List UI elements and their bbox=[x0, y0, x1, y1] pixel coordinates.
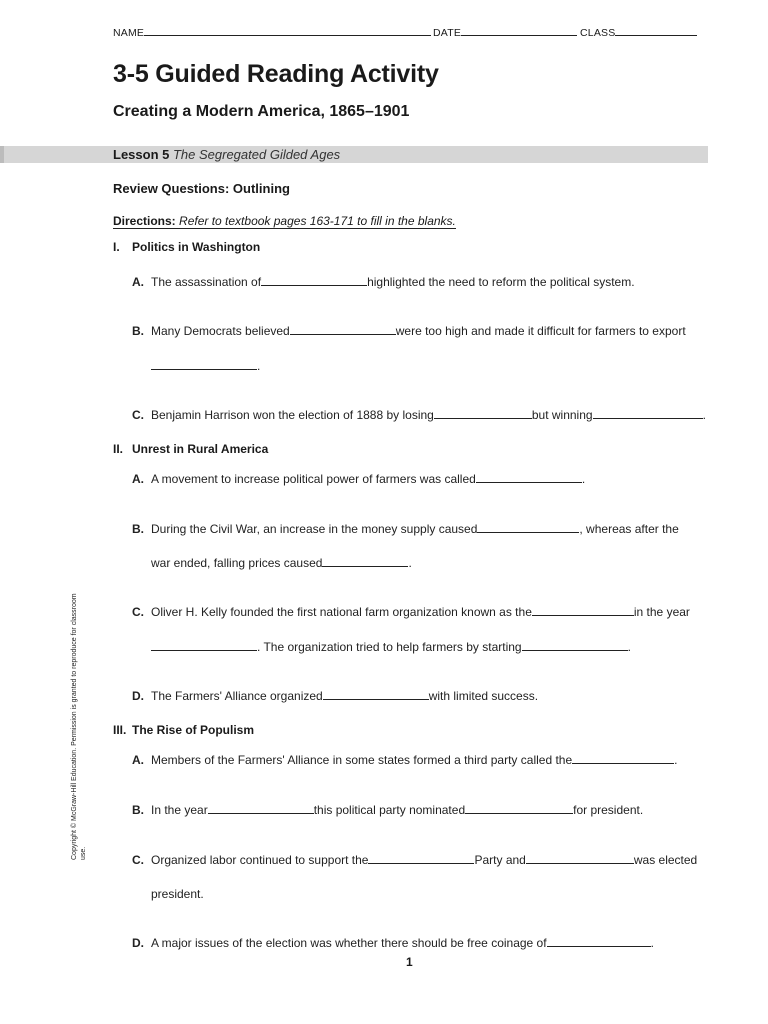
item-text: A major issues of the election was whether there should be free coinage of bbox=[151, 936, 547, 950]
item-text: Members of the Farmers' Alliance in some states formed a third party called the bbox=[151, 753, 573, 767]
answer-blank[interactable] bbox=[322, 556, 408, 567]
item-text: During the Civil War, an increase in the money supply caused bbox=[151, 522, 478, 536]
answer-blank[interactable] bbox=[465, 803, 573, 814]
item-text: but winning bbox=[531, 408, 593, 422]
item-text: The assassination of bbox=[151, 275, 262, 289]
answer-blank[interactable] bbox=[526, 853, 634, 864]
list-item bbox=[132, 324, 686, 338]
item-text: with limited success. bbox=[428, 689, 539, 703]
item-continuation bbox=[151, 640, 631, 654]
answer-blank[interactable] bbox=[477, 522, 579, 533]
item-text: A movement to increase political power of farmers was called bbox=[151, 472, 476, 486]
list-item bbox=[132, 472, 585, 486]
item-letter: D. bbox=[132, 689, 144, 703]
section-number: II. bbox=[113, 442, 124, 456]
item-text: this political party nominated bbox=[313, 803, 466, 817]
item-text: in the year bbox=[633, 605, 690, 619]
section-title: Politics in Washington bbox=[132, 240, 261, 254]
list-item bbox=[132, 605, 690, 619]
item-text: . bbox=[581, 472, 586, 486]
item-text: . bbox=[408, 556, 412, 570]
lesson-heading bbox=[113, 147, 340, 162]
item-text: Many Democrats believed bbox=[151, 324, 290, 338]
item-letter: B. bbox=[132, 803, 144, 817]
copyright-notice bbox=[70, 593, 88, 860]
item-text: Oliver H. Kelly founded the first national farm organization known as the bbox=[151, 605, 532, 619]
item-letter: C. bbox=[132, 605, 144, 619]
class-label: CLASS bbox=[580, 27, 616, 39]
class-blank[interactable] bbox=[615, 25, 697, 36]
directions-text: Refer to textbook pages 163-171 to fill in the blanks. bbox=[179, 214, 456, 228]
name-label: NAME bbox=[113, 27, 145, 39]
page-subtitle: Creating a Modern America, 1865–1901 bbox=[113, 103, 410, 120]
item-continuation bbox=[151, 359, 260, 373]
item-letter: A. bbox=[132, 275, 144, 289]
answer-blank[interactable] bbox=[572, 753, 674, 764]
answer-blank[interactable] bbox=[290, 324, 396, 335]
item-letter: C. bbox=[132, 853, 144, 867]
answer-blank[interactable] bbox=[151, 640, 257, 651]
section-title: The Rise of Populism bbox=[132, 723, 255, 737]
item-continuation bbox=[151, 556, 412, 570]
item-text: highlighted the need to reform the political system. bbox=[367, 275, 635, 289]
copyright-line: use. bbox=[80, 846, 87, 860]
item-text: . bbox=[702, 408, 706, 422]
section-title: Unrest in Rural America bbox=[132, 442, 269, 456]
lesson-name: The Segregated Gilded Ages bbox=[172, 147, 341, 162]
item-continuation bbox=[151, 887, 204, 901]
list-item bbox=[132, 803, 643, 817]
list-item bbox=[132, 853, 697, 867]
answer-blank[interactable] bbox=[323, 689, 429, 700]
item-text: for president. bbox=[573, 803, 644, 817]
answer-blank[interactable] bbox=[151, 359, 257, 370]
name-blank[interactable] bbox=[144, 25, 431, 36]
item-letter: A. bbox=[132, 472, 144, 486]
section-number: III. bbox=[113, 723, 127, 737]
answer-blank[interactable] bbox=[476, 472, 582, 483]
answer-blank[interactable] bbox=[532, 605, 634, 616]
list-item bbox=[132, 689, 538, 703]
name-field bbox=[113, 25, 431, 39]
item-letter: B. bbox=[132, 522, 144, 536]
date-label: DATE bbox=[433, 27, 462, 39]
item-text: war ended, falling prices caused bbox=[151, 556, 323, 570]
list-item bbox=[132, 522, 679, 536]
item-text: Organized labor continued to support the bbox=[151, 853, 369, 867]
item-text: president. bbox=[151, 887, 204, 901]
item-text: The Farmers' Alliance organized bbox=[151, 689, 323, 703]
copyright-line: Copyright © McGraw-Hill Education. Permission is granted to reproduce for classroom bbox=[71, 593, 78, 860]
item-text: were too high and made it difficult for farmers to export bbox=[395, 324, 686, 338]
item-text: . bbox=[627, 640, 631, 654]
item-letter: B. bbox=[132, 324, 144, 338]
list-item bbox=[132, 936, 654, 950]
list-item bbox=[132, 753, 677, 767]
item-text: was elected bbox=[633, 853, 698, 867]
item-text: . bbox=[257, 359, 261, 373]
directions-label: Directions: bbox=[113, 214, 176, 228]
item-letter: D. bbox=[132, 936, 144, 950]
section-number: I. bbox=[113, 240, 120, 254]
page-number: 1 bbox=[406, 955, 413, 969]
item-text: . bbox=[650, 936, 654, 950]
lesson-bar bbox=[0, 146, 708, 163]
page-title: 3-5 Guided Reading Activity bbox=[113, 60, 439, 88]
section-heading bbox=[113, 723, 254, 737]
answer-blank[interactable] bbox=[593, 408, 703, 419]
answer-blank[interactable] bbox=[434, 408, 532, 419]
directions bbox=[113, 214, 456, 229]
lesson-label: Lesson 5 bbox=[113, 147, 170, 162]
section-heading bbox=[113, 442, 268, 456]
item-letter: A. bbox=[132, 753, 144, 767]
item-text: In the year bbox=[151, 803, 208, 817]
date-field bbox=[433, 25, 577, 39]
item-text: . The organization tried to help farmers by starting bbox=[257, 640, 522, 654]
date-blank[interactable] bbox=[461, 25, 577, 36]
answer-blank[interactable] bbox=[547, 936, 651, 947]
class-field bbox=[580, 25, 697, 39]
list-item bbox=[132, 408, 706, 422]
answer-blank[interactable] bbox=[522, 640, 628, 651]
answer-blank[interactable] bbox=[261, 275, 367, 286]
item-letter: C. bbox=[132, 408, 144, 422]
section-heading bbox=[113, 240, 260, 254]
item-text: Party and bbox=[474, 853, 526, 867]
list-item bbox=[132, 275, 635, 289]
review-heading: Review Questions: Outlining bbox=[113, 181, 290, 196]
item-text: , whereas after the bbox=[579, 522, 679, 536]
answer-blank[interactable] bbox=[208, 803, 314, 814]
item-text: . bbox=[674, 753, 678, 767]
item-text: Benjamin Harrison won the election of 1888 by losing bbox=[151, 408, 434, 422]
answer-blank[interactable] bbox=[368, 853, 474, 864]
